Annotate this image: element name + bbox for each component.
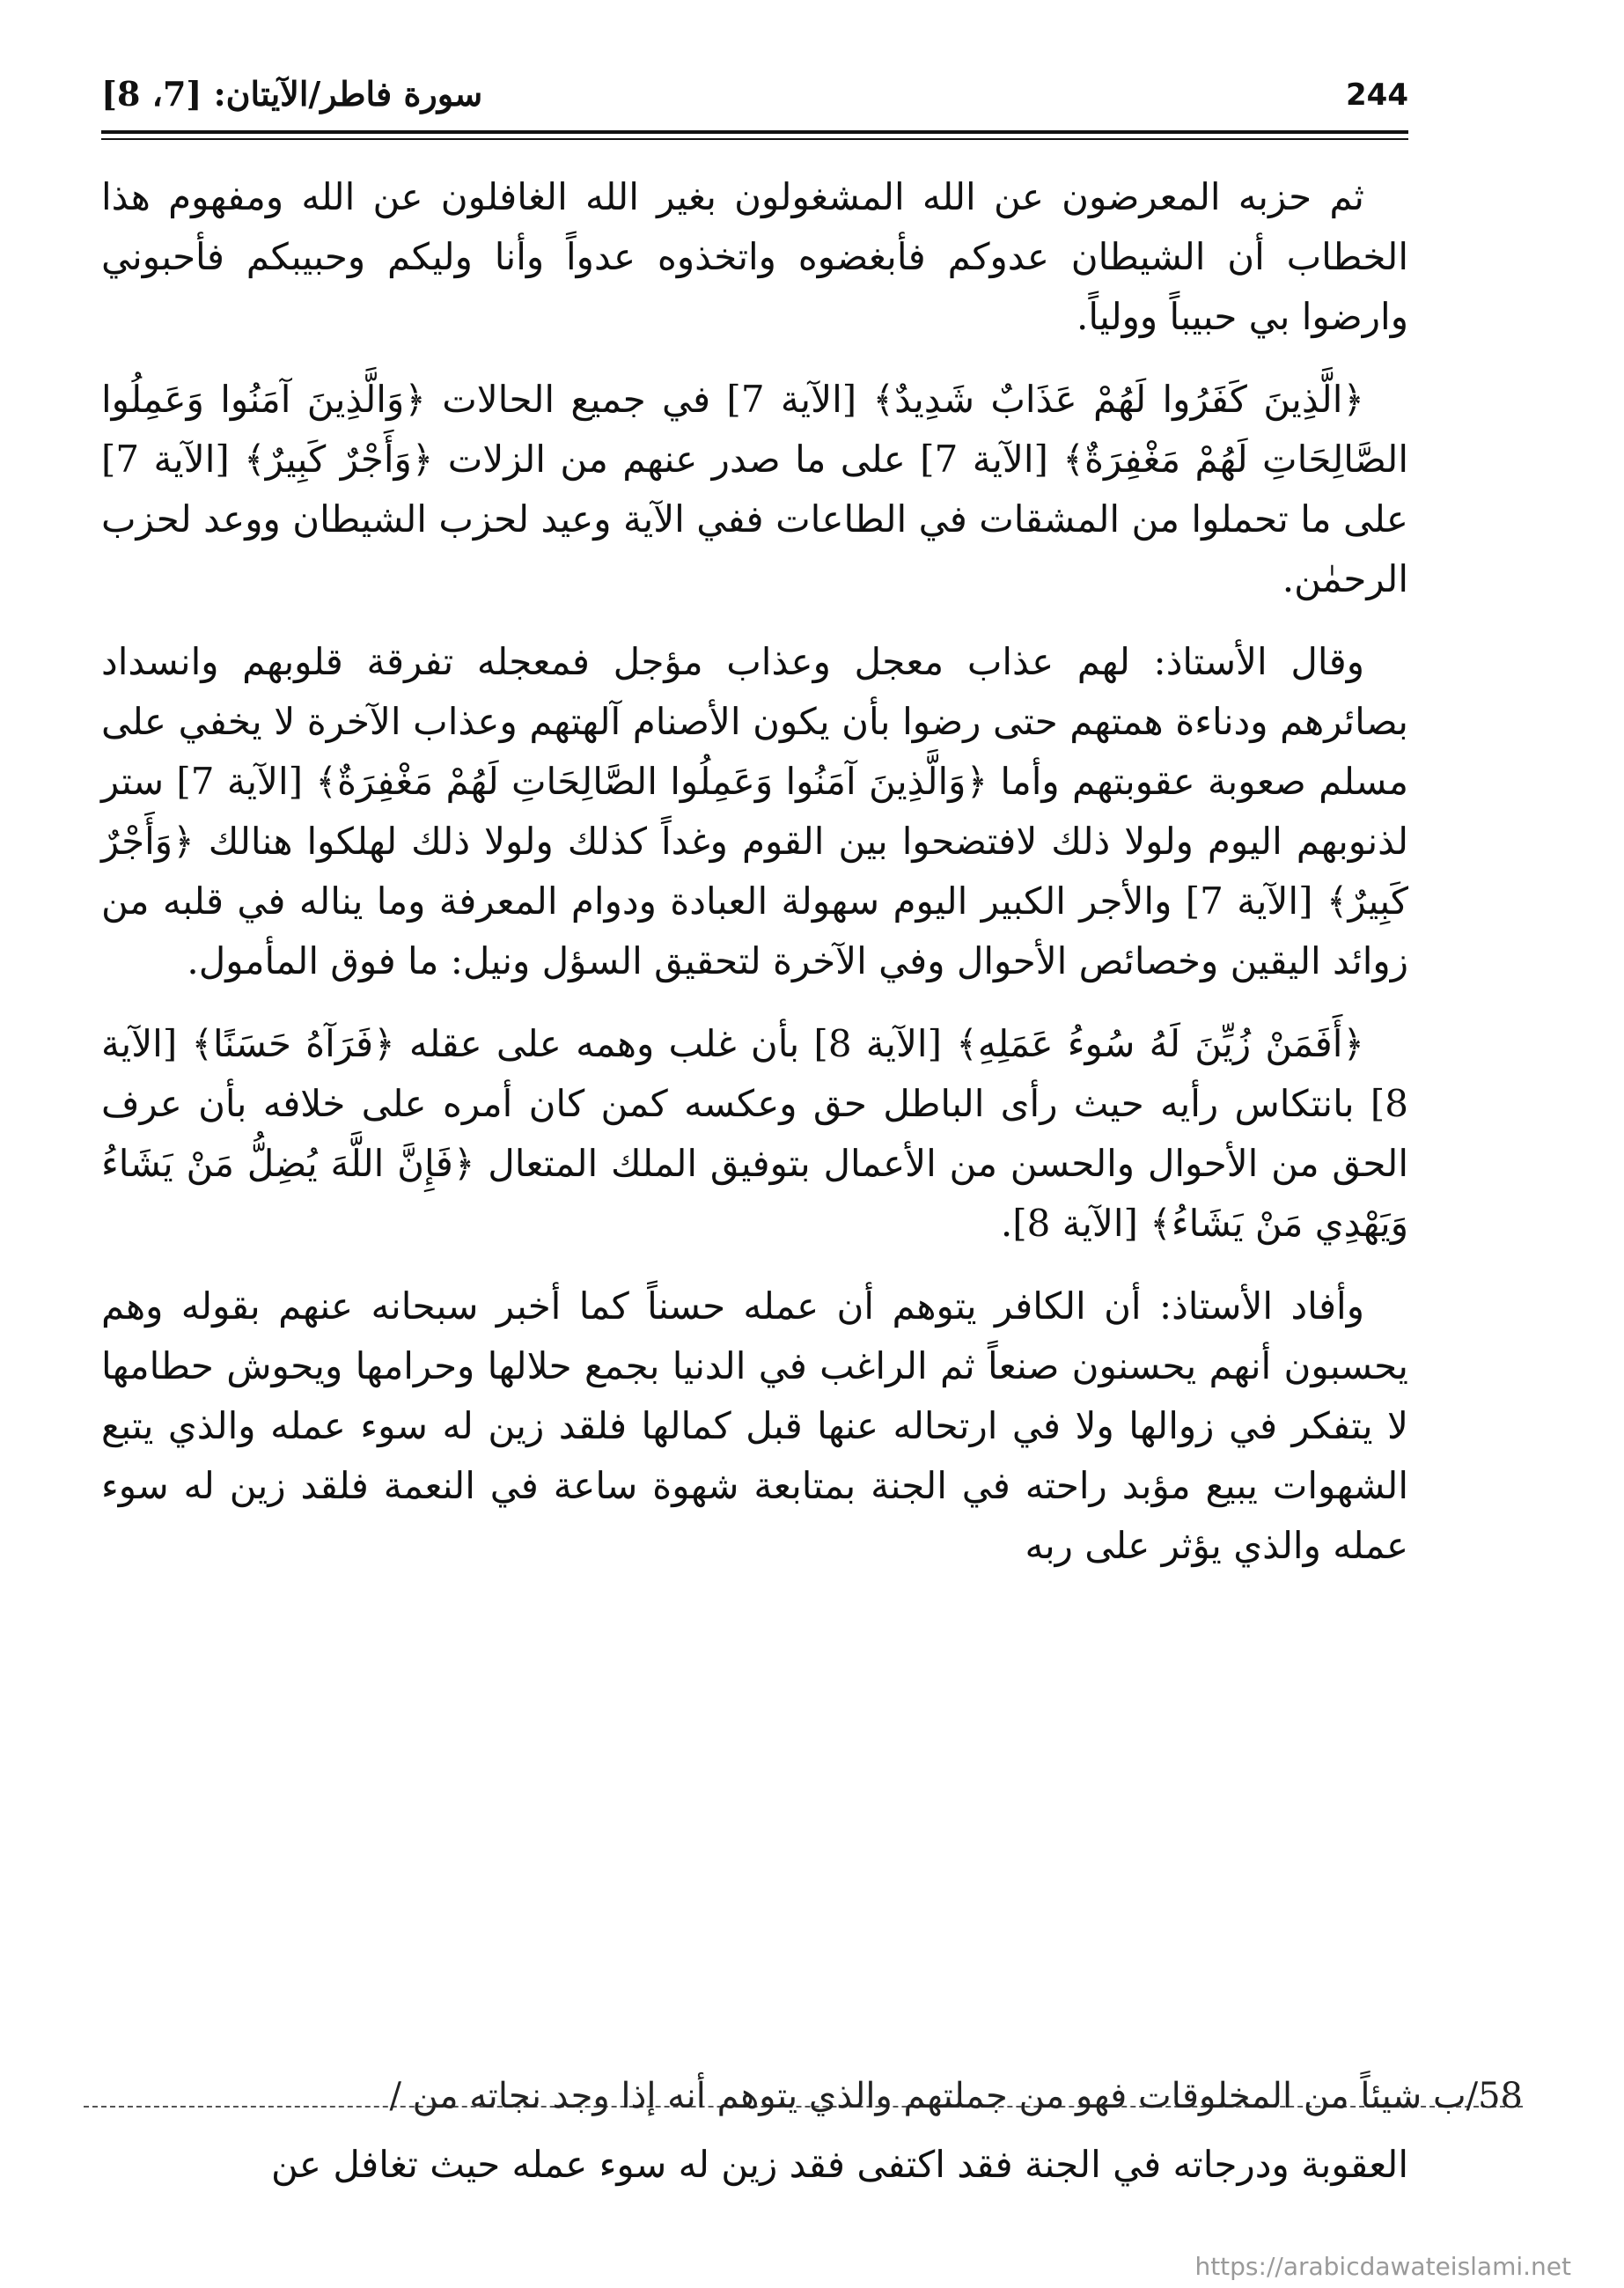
watermark-url: https://arabicdawateislami.net [1194, 2252, 1571, 2281]
page-body [101, 167, 1408, 1576]
paragraph-4: ﴿أَفَمَنْ زُيِّنَ لَهُ سُوءُ عَمَلِهِ﴾ [الآية 8] بأن غلب وهمه على عقله ﴿فَرَآهُ حَسَنًا﴾ [الآية 8] بانتكاس رأيه حيث رأى الباطل حق وعكسه كمن كان أمره على خلافه بأن عرف الحق من الأحوال والحسن من الأعمال بتوفيق الملك المتعال ﴿فَإِنَّ اللَّهَ يُضِلُّ مَنْ يَشَاءُ وَيَهْدِي مَنْ يَشَاءُ﴾ [الآية 8]. [101, 1022, 1408, 1245]
final-line: العقوبة ودرجاته في الجنة فقد اكتفى فقد زين له سوء عمله حيث تغافل عن [270, 2143, 1408, 2186]
folio-note-text: 58/ب شيئاً من المخلوقات فهو من جملتهم والذي يتوهم أنه إذا وجد نجاته من / [389, 2076, 1523, 2116]
header-rule-thin [101, 138, 1408, 140]
page-number: 244 [1346, 77, 1408, 113]
paragraph-3: وقال الأستاذ: لهم عذاب معجل وعذاب مؤجل فمعجله تفرقة قلوبهم وانسداد بصائرهم ودناءة همتهم حتى رضوا بأن يكون الأصنام آلهتهم وعذاب الآخرة لا يخفي على مسلم صعوبة عقوبتهم وأما ﴿وَالَّذِينَ آمَنُوا وَعَمِلُوا الصَّالِحَاتِ لَهُمْ مَغْفِرَةٌ﴾ [الآية 7] ستر لذنوبهم اليوم ولولا ذلك لافتضحوا بين القوم وغداً كذلك ولولا ذلك لهلكوا هنالك ﴿وَأَجْرٌ كَبِيرٌ﴾ [الآية 7] والأجر الكبير اليوم سهولة العبادة ودوام المعرفة وما يناله في قلبه من زوائد اليقين وخصائص الأحوال وفي الآخرة لتحقيق السؤل ونيل: ما فوق المأمول. [101, 640, 1409, 982]
paragraph-2: ﴿الَّذِينَ كَفَرُوا لَهُمْ عَذَابٌ شَدِيدٌ﴾ [الآية 7] في جميع الحالات ﴿وَالَّذِينَ آمَنُوا وَعَمِلُوا الصَّالِحَاتِ لَهُمْ مَغْفِرَةٌ﴾ [الآية 7] على ما صدر عنهم من الزلات ﴿وَأَجْرٌ كَبِيرٌ﴾ [الآية 7] على ما تحملوا من المشقات في الطاعات ففي الآية وعيد لحزب الشيطان ووعد لحزب الرحمٰن. [101, 378, 1408, 600]
running-title: سورة فاطر/الآيتان: [7، 8] [101, 74, 483, 114]
page-header [101, 62, 1408, 123]
paragraph-1: ثم حزبه المعرضون عن الله المشغولون بغير الله الغافلون عن الله ومفهوم هذا الخطاب أن الشيطان عدوكم فأبغضوه واتخذوه عدواً وأنا وليكم وحبيبكم فأحبوني وارضوا بي حبيباً وولياً. [101, 175, 1408, 338]
manuscript-folio-note [0, 2076, 1624, 2137]
paragraph-5: وأفاد الأستاذ: أن الكافر يتوهم أن عمله حسناً كما أخبر سبحانه عنهم بقوله وهم يحسبون أنهم يحسنون صنعاً ثم الراغب في الدنيا بجمع حلالها وحرامها ويحوش حطامها لا يتفكر في زوالها ولا في ارتحاله عنها قبل كمالها فلقد زين له سوء عمله والذي يتبع الشهوات يبيع مؤبد راحته في الجنة بمتابعة شهوة ساعة في النعمة فلقد زين له سوء عمله والذي يؤثر على ربه [101, 1284, 1408, 1567]
header-rule-thick [101, 130, 1408, 134]
